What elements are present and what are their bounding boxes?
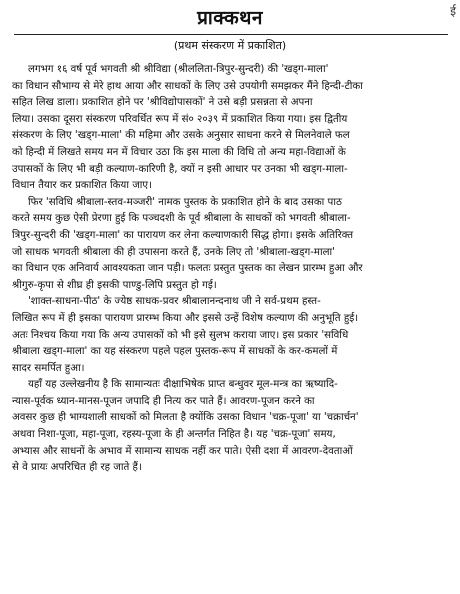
title-underline [14, 34, 448, 35]
text-line: न्यास-पूर्वक ध्यान-मानस-पूजन जपादि ही नित्य कर पाते हैं। आवरण-पूजन करने का [12, 395, 315, 407]
text-line: फिर 'सविधि श्रीबाला-स्तव-मञ्जरी' नामक पुस्तक के प्रकाशित होने के बाद उसका पाठ [28, 196, 342, 208]
text-line: लिया। उसका दूसरा संस्करण परिवर्धित रूप में सं० २०३९ में प्रकाशित किया गया। इस द्वितीय [12, 113, 348, 125]
text-line: करते समय कुछ ऐसी प्रेरणा हुई कि पञ्चदशी के पूर्व श्रीबाला के साधकों को भगवती श्रीबाला- [12, 213, 351, 225]
text-line: सादर समर्पित हुआ। [12, 362, 85, 374]
text-line: अतः निश्चय किया गया कि अन्य उपासकों को भी इसे सुलभ कराया जाए। इस प्रकार 'सविधि [12, 329, 349, 341]
text-line: जो साधक भगवती श्रीबाला की ही उपासना करते हैं, उनके लिए तो 'श्रीबाला-खड्ग-माला' [12, 246, 335, 258]
text-line: का विधान सौभाग्य से मेरे हाथ आया और साधकों के लिए उसे उपयोगी समझकर मैंने हिन्दी-टीका [12, 80, 363, 92]
text-line: उपासकों के लिए भी बड़ी कल्याण-कारिणी है, क्यों न इसी आधार पर उनका भी खड्ग-माला- [12, 163, 348, 175]
text-line: संस्करण के लिए 'खड्ग-माला' की महिमा और उसके अनुसार साधना करने से मिलनेवाले फल [12, 130, 350, 142]
text-line: अथवा निशा-पूजा, महा-पूजा, रहस्य-पूजा के ही अन्तर्गत निहित है। यह 'चक्र-पूजा' समय, [12, 429, 336, 441]
page-title: प्राक्कथन [197, 7, 263, 29]
text-line: विधान तैयार कर प्रकाशित किया जाए। [12, 180, 152, 192]
text-line: लगभग १६ वर्ष पूर्व भगवती श्री श्रीविद्या (श्रीललिता-त्रिपुर-सुन्दरी) की 'खड्ग-माला' [28, 64, 329, 75]
text-line: का विधान एक अनिवार्य आवश्यकता जान पड़ी। फलतः प्रस्तुत पुस्तक का लेखन प्रारम्भ हुआ और [12, 263, 363, 275]
text-line: त्रिपुर-सुन्दरी की 'खड्ग-माला' का पारायण कर लेना कल्याणकारी सिद्ध होगा। इसके अतिरिक्त [12, 229, 354, 241]
page-subtitle: (प्रथम संस्करण में प्रकाशित) [173, 39, 287, 52]
text-line: 'शाक्त-साधना-पीठ' के ज्येष्ठ साधक-प्रवर श्रीबालानन्दनाथ जी ने सर्व-प्रथम हस्त- [28, 296, 321, 308]
text-line: श्रीबाला खड्ग-माला' का यह संस्करण पहले पहल पुस्तक-रूप में साधकों के कर-कमलों में [12, 346, 338, 358]
text-line: सहित लिख डाला। प्रकाशित होने पर 'श्रीविद्योपासकों' ने उसे बड़ी प्रसन्नता से अपना [12, 97, 313, 109]
corner-mark: ई [450, 4, 456, 18]
text-line: यहाँ यह उल्लेखनीय है कि सामान्यतः दीक्षाभिषेक प्राप्त बन्धुवर मूल-मन्त्र का ऋष्यादि- [28, 379, 338, 391]
text-line: अवसर कुछ ही भाग्यशाली साधकों को मिलता है क्योंकि उसका विधान 'चक्र-पूजा' या 'चक्रार्चन' [12, 412, 359, 424]
body-text [12, 62, 450, 477]
text-line: अभ्यास और साधनों के अभाव में सामान्य साधक नहीं कर पाते। ऐसी दशा में आवरण-देवताओं [12, 445, 353, 457]
text-line: श्रीगुरु-कृपा से शीघ्र ही इसकी पाण्डु-लिपि प्रस्तुत हो गई। [12, 279, 217, 291]
text-line: को हिन्दी में लिखते समय मन में विचार उठा कि इस माला की विधि तो अन्य महा-विद्याओं के [12, 146, 346, 158]
text-line: लिखित रूप में ही इसका पारायण प्रारम्भ किया और इससे उन्हें विशेष कल्याण की अनुभूति हुई। [12, 312, 359, 324]
text-line: से वे प्रायः अपरिचित ही रह जाते हैं। [12, 462, 142, 474]
